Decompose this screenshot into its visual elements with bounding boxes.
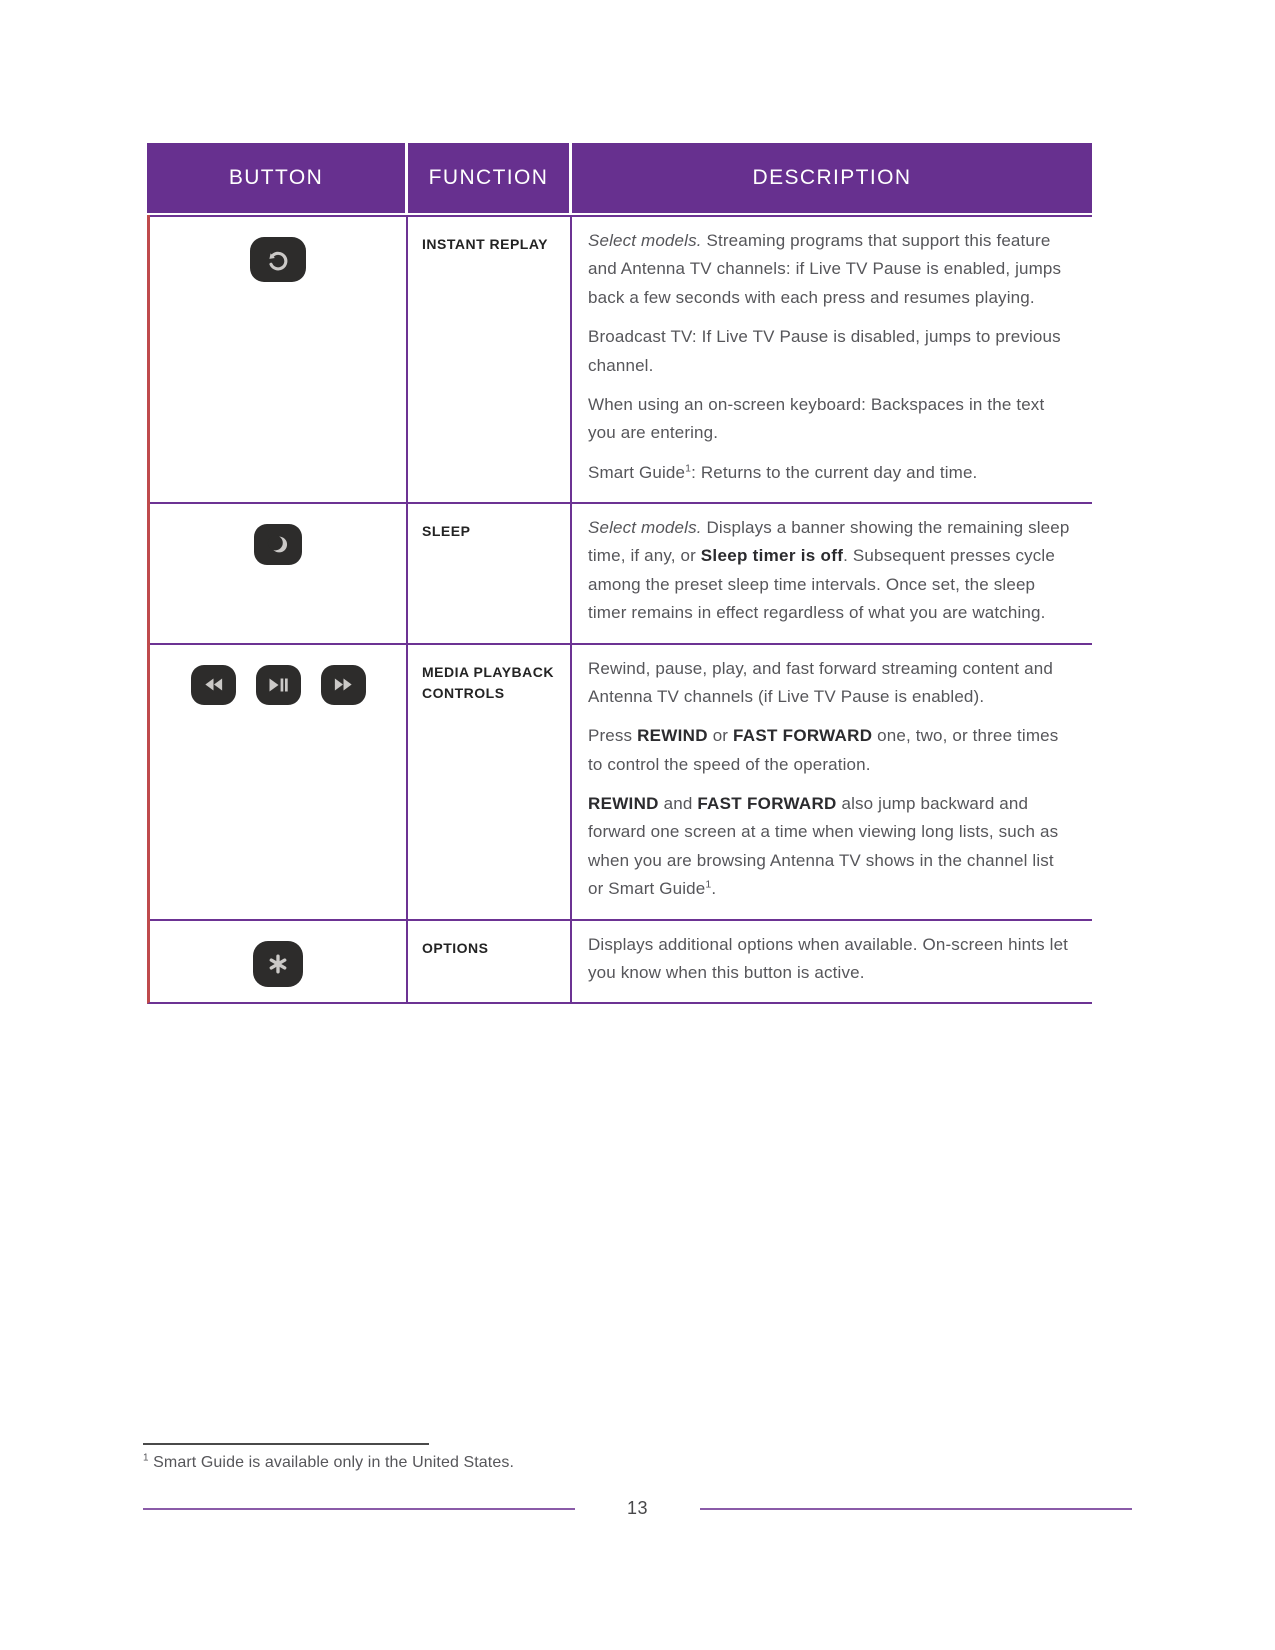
footnote xyxy=(143,1443,743,1472)
footer-rule-right xyxy=(700,1508,1132,1510)
footnote-text xyxy=(143,1454,743,1472)
function-label: MEDIA PLAYBACK CONTROLS xyxy=(408,645,572,919)
description-paragraph: Select models. Streaming programs that support this feature and Antenna TV channels: if Live TV Pause is enabled, jumps back a few seconds with each press and resumes playing. xyxy=(588,231,1062,307)
function-label: OPTIONS xyxy=(408,921,572,1003)
table-row xyxy=(150,919,1092,1003)
footnote-body: Smart Guide is available only in the United States. xyxy=(148,1454,514,1471)
rewind-button xyxy=(191,665,236,705)
table-row xyxy=(150,643,1092,919)
fast-forward-button xyxy=(321,665,366,705)
function-label: INSTANT REPLAY xyxy=(408,217,572,502)
page-number: 13 xyxy=(626,1498,649,1518)
column-header-description: DESCRIPTION xyxy=(752,166,912,189)
function-label: SLEEP xyxy=(408,504,572,643)
sleep-button xyxy=(254,524,302,565)
column-header-button: BUTTON xyxy=(147,143,408,213)
description-cell xyxy=(572,217,1092,502)
footnote-rule xyxy=(143,1443,429,1445)
button-cell xyxy=(150,921,408,1003)
instant-replay-icon xyxy=(263,245,293,275)
description-paragraph: Broadcast TV: If Live TV Pause is disabled, jumps to previous channel. xyxy=(588,327,1061,375)
description-paragraph: Press REWIND or FAST FORWARD one, two, or three times to control the speed of the operation. xyxy=(588,726,1059,774)
description-cell xyxy=(572,921,1092,1003)
instant-replay-button xyxy=(250,237,306,282)
fast-forward-icon xyxy=(332,673,355,696)
description-paragraph: Smart Guide$^1$: Returns to the current day and time. xyxy=(588,461,978,482)
button-cell xyxy=(150,645,408,919)
table-row xyxy=(150,502,1092,643)
remote-buttons-table xyxy=(147,143,1092,1004)
page-footer xyxy=(143,1498,1132,1519)
description-cell xyxy=(572,504,1092,643)
description-paragraph: Rewind, pause, play, and fast forward streaming content and Antenna TV channels (if Live TV Pause is enabled). xyxy=(588,658,1053,706)
table-header xyxy=(147,143,1092,213)
play-pause-icon xyxy=(266,673,290,697)
description-paragraph: REWIND and FAST FORWARD also jump backward and forward one screen at a time when viewing long lists, such as when you are browsing Antenna TV shows in the channel list or Smart Guide$^1$. xyxy=(588,794,1059,899)
description-paragraph: When using an on-screen keyboard: Backspaces in the text you are entering. xyxy=(588,394,1045,443)
options-icon xyxy=(265,951,291,977)
column-header-function: FUNCTION xyxy=(408,143,572,213)
button-cell xyxy=(150,217,408,502)
table-row xyxy=(150,215,1092,502)
options-button xyxy=(253,941,303,987)
play-pause-button xyxy=(256,665,301,705)
description-cell xyxy=(572,645,1092,919)
description-paragraph: Select models. Displays a banner showing the remaining sleep time, if any, or Sleep timer is off. Subsequent presses cycle among the preset sleep time intervals. Once set, the sleep timer remains in effect regardless of what you are watching. xyxy=(588,518,1070,623)
table-body xyxy=(147,215,1092,1004)
footer-rule-left xyxy=(143,1508,575,1510)
footnote-marker: 1 xyxy=(143,1452,149,1464)
sleep-icon xyxy=(265,531,292,558)
button-cell xyxy=(150,504,408,643)
rewind-icon xyxy=(202,673,225,696)
description-paragraph: Displays additional options when available. On-screen hints let you know when this button is active. xyxy=(588,934,1069,982)
